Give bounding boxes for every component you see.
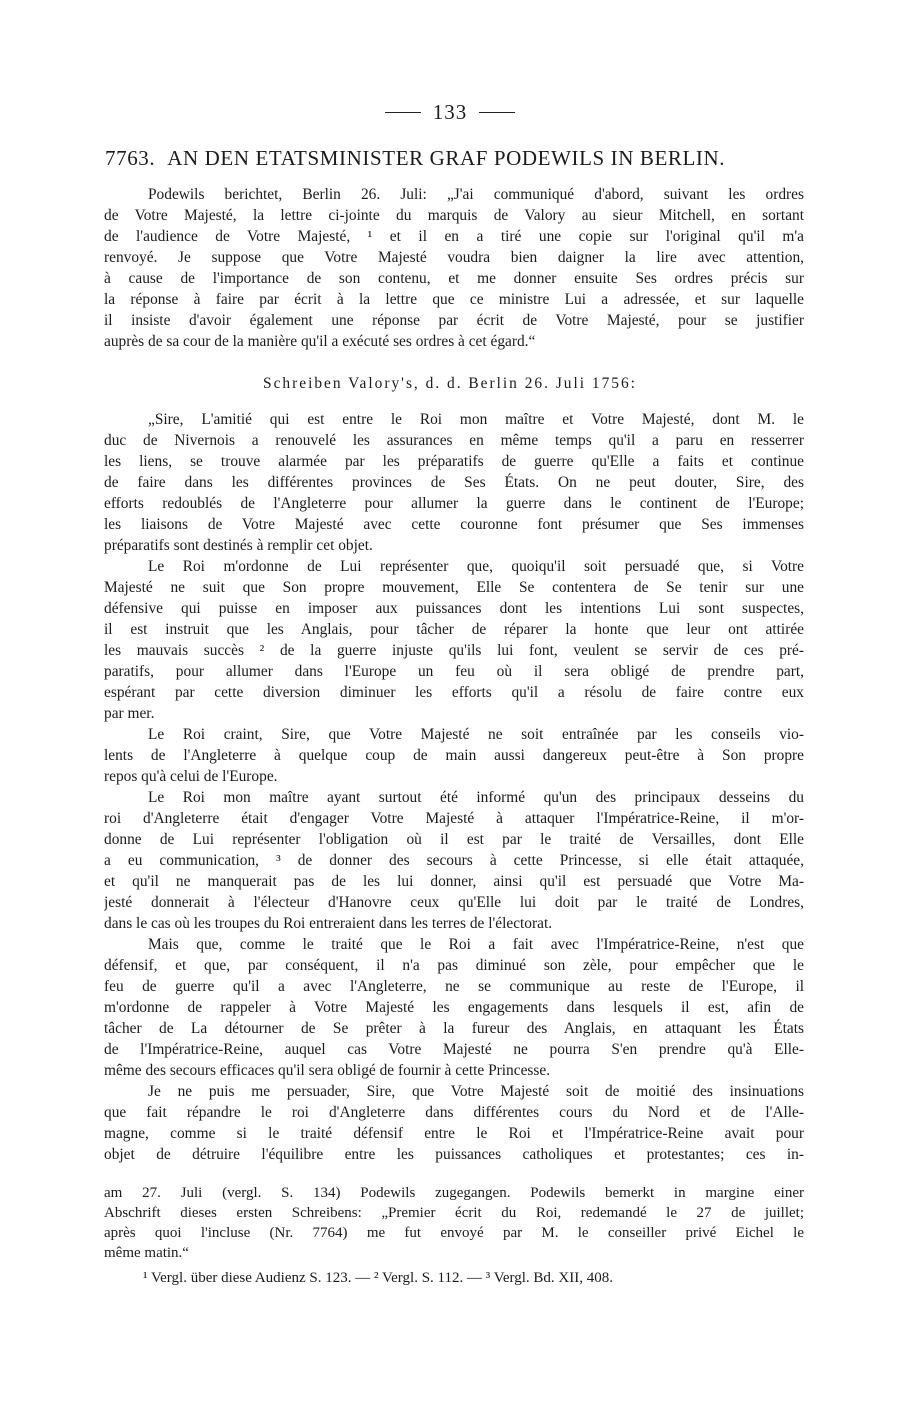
intro-line: il insiste d'avoir également une réponse par écrit de Votre Majesté, pour se justifier <box>104 312 804 329</box>
footnote-line: am 27. Juli (vergl. S. 134) Podewils zugegangen. Podewils bemerkt in margine einer <box>104 1185 804 1201</box>
letter-line: roi d'Angleterre était d'engager Votre Majesté à attaquer l'Impératrice-Reine, il m'or- <box>104 810 804 827</box>
letter-line: de faire dans les différentes provinces de Ses États. On ne peut douter, Sire, des <box>104 474 804 491</box>
footnote-references: ¹ Vergl. über diese Audienz S. 123. — ² Vergl. S. 112. — ³ Vergl. Bd. XII, 408. <box>143 1270 614 1286</box>
letter-line: les liaisons de Votre Majesté avec cette couronne font présumer que Ses immenses <box>104 516 804 533</box>
footnote-line: Abschrift dieses ersten Schreibens: „Premier écrit du Roi, redemandé le 27 de juillet; <box>104 1205 804 1221</box>
letter-line: Le Roi craint, Sire, que Votre Majesté ne soit entraînée par les conseils vio- <box>148 726 804 743</box>
document-title <box>105 146 805 171</box>
letter-line: efforts redoublés de l'Angleterre pour allumer la guerre dans le continent de l'Europe; <box>104 495 804 512</box>
page-number: 133 <box>432 100 468 124</box>
letter-line: repos qu'à celui de l'Europe. <box>104 768 278 785</box>
letter-line: espérant par cette diversion diminuer les efforts qu'il a résolu de faire contre eux <box>104 684 804 701</box>
letter-line: donne de Lui représenter l'obligation où il est par le traité de Versailles, dont Elle <box>104 831 804 848</box>
letter-line: Je ne puis me persuader, Sire, que Votre Majesté soit de moitié des insinuations <box>148 1083 804 1100</box>
header-dash-right <box>479 112 515 113</box>
intro-paragraph <box>104 184 804 352</box>
letter-line: paratifs, pour allumer dans l'Europe un feu où il sera obligé de prendre part, <box>104 663 804 680</box>
intro-line: la réponse à faire par écrit à la lettre que ce ministre Lui a adressée, et sur laquelle <box>104 291 804 308</box>
letter-line: tâcher de La détourner de Se prêter à la fureur des Anglais, en attaquant les États <box>104 1020 804 1037</box>
letter-line: et qu'il ne manquerait pas de les lui donner, ainsi qu'il est persuadé que Votre Ma- <box>104 873 804 890</box>
intro-line: à cause de l'importance de son contenu, et me donner ensuite Ses ordres précis sur <box>104 270 804 287</box>
header-dash-left <box>385 112 421 113</box>
letter-line: défensif, et que, par conséquent, il n'a pas diminué son zèle, pour empêcher que le <box>104 957 804 974</box>
letter-line: „Sire, L'amitié qui est entre le Roi mon maître et Votre Majesté, dont M. le <box>148 411 804 428</box>
letter-line: Majesté ne suit que Son propre mouvement, Elle Se contentera de Se tenir sur une <box>104 579 804 596</box>
letter-line: objet de détruire l'équilibre entre les puissances catholiques et protestantes; ces in- <box>104 1146 804 1163</box>
intro-line: Podewils berichtet, Berlin 26. Juli: „J'ai communiqué d'abord, suivant les ordres <box>148 186 804 203</box>
footnote-line: même matin.“ <box>104 1245 189 1261</box>
letter-body <box>104 409 804 1165</box>
intro-line: de Votre Majesté, la lettre ci-jointe du marquis de Valory au sieur Mitchell, en sortant <box>104 207 804 224</box>
intro-line: de l'audience de Votre Majesté, ¹ et il en a tiré une copie sur l'original qu'il m'a <box>104 228 804 245</box>
letter-line: défensive qui puisse en imposer aux puissances dont les intentions Lui sont suspectes, <box>104 600 804 617</box>
letter-line: par mer. <box>104 705 155 722</box>
letter-line: les mauvais succès ² de la guerre injuste qu'ils lui font, veulent se servir de ces pré- <box>104 642 804 659</box>
letter-line: Le Roi m'ordonne de Lui représenter que, quoiqu'il soit persuadé que, si Votre <box>148 558 804 575</box>
letter-heading: Schreiben Valory's, d. d. Berlin 26. Juli 1756: <box>263 375 637 392</box>
letter-line: jesté donnerait à l'électeur d'Hanovre ceux qu'Elle lui doit par le traité de Londres, <box>104 894 804 911</box>
letter-line: les liens, se trouve alarmée par les préparatifs de guerre qu'Elle a faits et continue <box>104 453 804 470</box>
footnote-continuation <box>104 1183 804 1263</box>
letter-line: Mais que, comme le traité que le Roi a fait avec l'Impératrice-Reine, n'est que <box>148 936 804 953</box>
letter-line: lents de l'Angleterre à quelque coup de main aussi dangereux peut-être à Son propre <box>104 747 804 764</box>
footnote-line: après quoi l'incluse (Nr. 7764) me fut envoyé par M. le conseiller privé Eichel le <box>104 1225 804 1241</box>
page-header <box>0 100 900 125</box>
letter-line: a eu communication, ³ de donner des secours à cette Princesse, si elle était attaquée, <box>104 852 804 869</box>
letter-line: même des secours efficaces qu'il sera obligé de fournir à cette Princesse. <box>104 1062 551 1079</box>
letter-line: il est instruit que les Anglais, pour tâcher de réparer la honte que leur ont attirée <box>104 621 804 638</box>
document-title-text: AN DEN ETATSMINISTER GRAF PODEWILS IN BERLIN. <box>167 146 726 170</box>
letter-line: magne, comme si le traité défensif entre le Roi et l'Impératrice-Reine avait pour <box>104 1125 804 1142</box>
intro-line: auprès de sa cour de la manière qu'il a exécuté ses ordres à cet égard.“ <box>104 333 536 350</box>
document-number: 7763. <box>105 146 156 170</box>
intro-line: renvoyé. Je suppose que Votre Majesté voudra bien daigner la lire avec attention, <box>104 249 804 266</box>
letter-line: préparatifs sont destinés à remplir cet objet. <box>104 537 373 554</box>
letter-line: Le Roi mon maître ayant surtout été informé qu'un des principaux desseins du <box>148 789 804 806</box>
letter-line: feu de guerre qu'il a avec l'Angleterre, ne se communique au reste de l'Europe, il <box>104 978 804 995</box>
letter-line: dans le cas où les troupes du Roi entreraient dans les terres de l'électorat. <box>104 915 553 932</box>
letter-line: m'ordonne de rappeler à Votre Majesté les engagements dans lesquels il est, afin de <box>104 999 804 1016</box>
letter-line: de l'Impératrice-Reine, auquel cas Votre Majesté ne pourra S'en prendre qu'à Elle- <box>104 1041 804 1058</box>
letter-line: que fait répandre le roi d'Angleterre dans différentes cours du Nord et de l'Alle- <box>104 1104 804 1121</box>
letter-line: duc de Nivernois a renouvelé les assurances en même temps qu'il a paru en resserrer <box>104 432 804 449</box>
